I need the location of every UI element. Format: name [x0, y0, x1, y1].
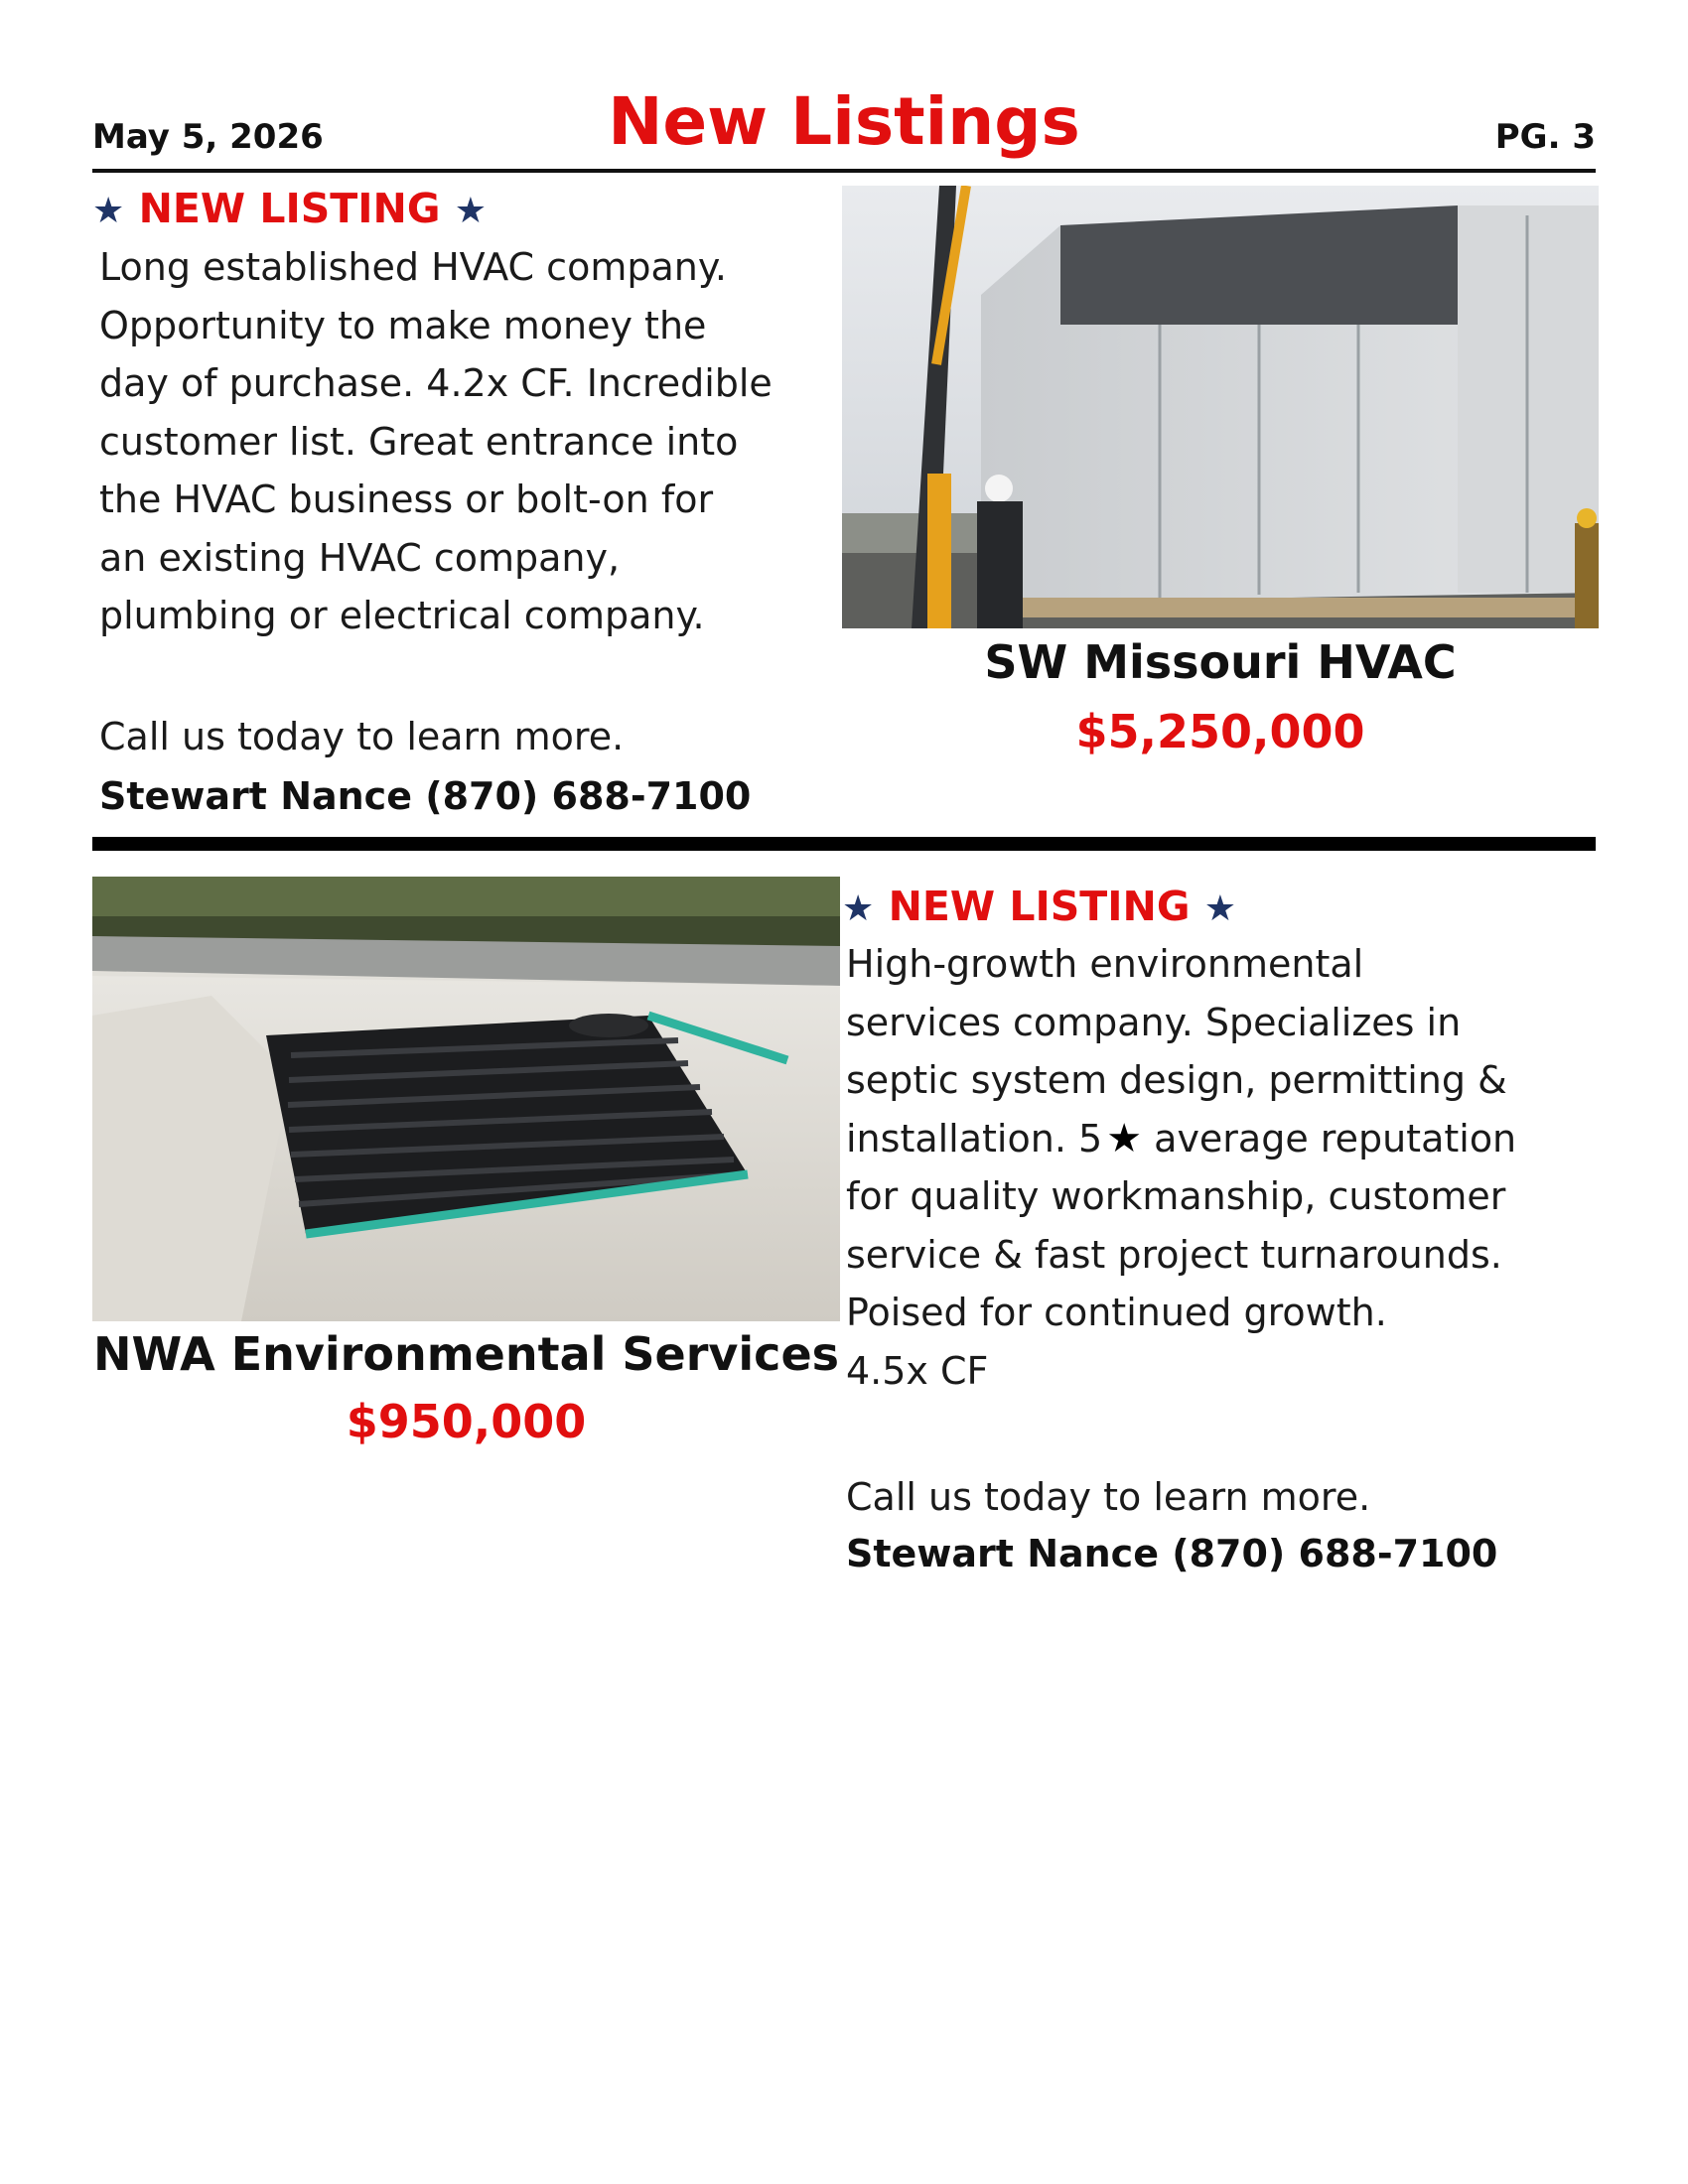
call-to-action: Call us today to learn more. [846, 1475, 1371, 1519]
header-divider [92, 169, 1596, 173]
business-name: NWA Environmental Services [92, 1327, 840, 1381]
star-icon: ★ [842, 888, 875, 929]
septic-system-photo [92, 877, 840, 1321]
description-line: Poised for continued growth. [846, 1291, 1387, 1334]
listing-description [99, 238, 773, 645]
section-divider [92, 837, 1596, 851]
description-line: day of purchase. 4.2x CF. Incredible [99, 361, 773, 405]
issue-date: May 5, 2026 [92, 117, 324, 157]
asking-price: $5,250,000 [1075, 705, 1365, 758]
call-to-action: Call us today to learn more. [99, 715, 625, 758]
description-line: 4.5x CF [846, 1348, 989, 1393]
asking-price: $950,000 [346, 1395, 587, 1448]
description-line: the HVAC business or bolt-on for [99, 478, 714, 521]
description-line: an existing HVAC company, [99, 535, 621, 580]
description-line: Long established HVAC company. [99, 245, 727, 289]
rating-text: installation. 5 [846, 1116, 1103, 1160]
description-line: for quality workmanship, customer [846, 1174, 1506, 1218]
star-icon: ★ [92, 191, 125, 231]
rating-star-icon: ★ [1106, 1115, 1143, 1161]
description-line: High-growth environmental [846, 942, 1364, 986]
contact-info: Stewart Nance (870) 688-7100 [99, 774, 752, 818]
star-icon: ★ [1203, 888, 1237, 929]
listing-description [846, 935, 1516, 1400]
new-listing-badge [842, 883, 1236, 930]
description-line: services company. Specializes in [846, 1000, 1462, 1044]
rating-text: average reputation [1154, 1116, 1517, 1160]
description-line [846, 1110, 1516, 1168]
description-line: septic system design, permitting & [846, 1058, 1507, 1102]
business-name: SW Missouri HVAC [984, 635, 1457, 689]
description-line: plumbing or electrical company. [99, 594, 705, 637]
new-listing-label: NEW LISTING [138, 185, 441, 232]
description-line: Opportunity to make money the [99, 303, 707, 347]
description-line: customer list. Great entrance into [99, 419, 739, 464]
new-listing-label: NEW LISTING [888, 883, 1191, 930]
hvac-unit-photo [842, 186, 1599, 628]
page-title: New Listings [608, 83, 1080, 160]
description-line: service & fast project turnarounds. [846, 1232, 1502, 1277]
star-icon: ★ [454, 191, 488, 231]
contact-info: Stewart Nance (870) 688-7100 [846, 1532, 1498, 1575]
new-listing-badge [92, 185, 487, 232]
page-number: PG. 3 [1494, 117, 1596, 157]
